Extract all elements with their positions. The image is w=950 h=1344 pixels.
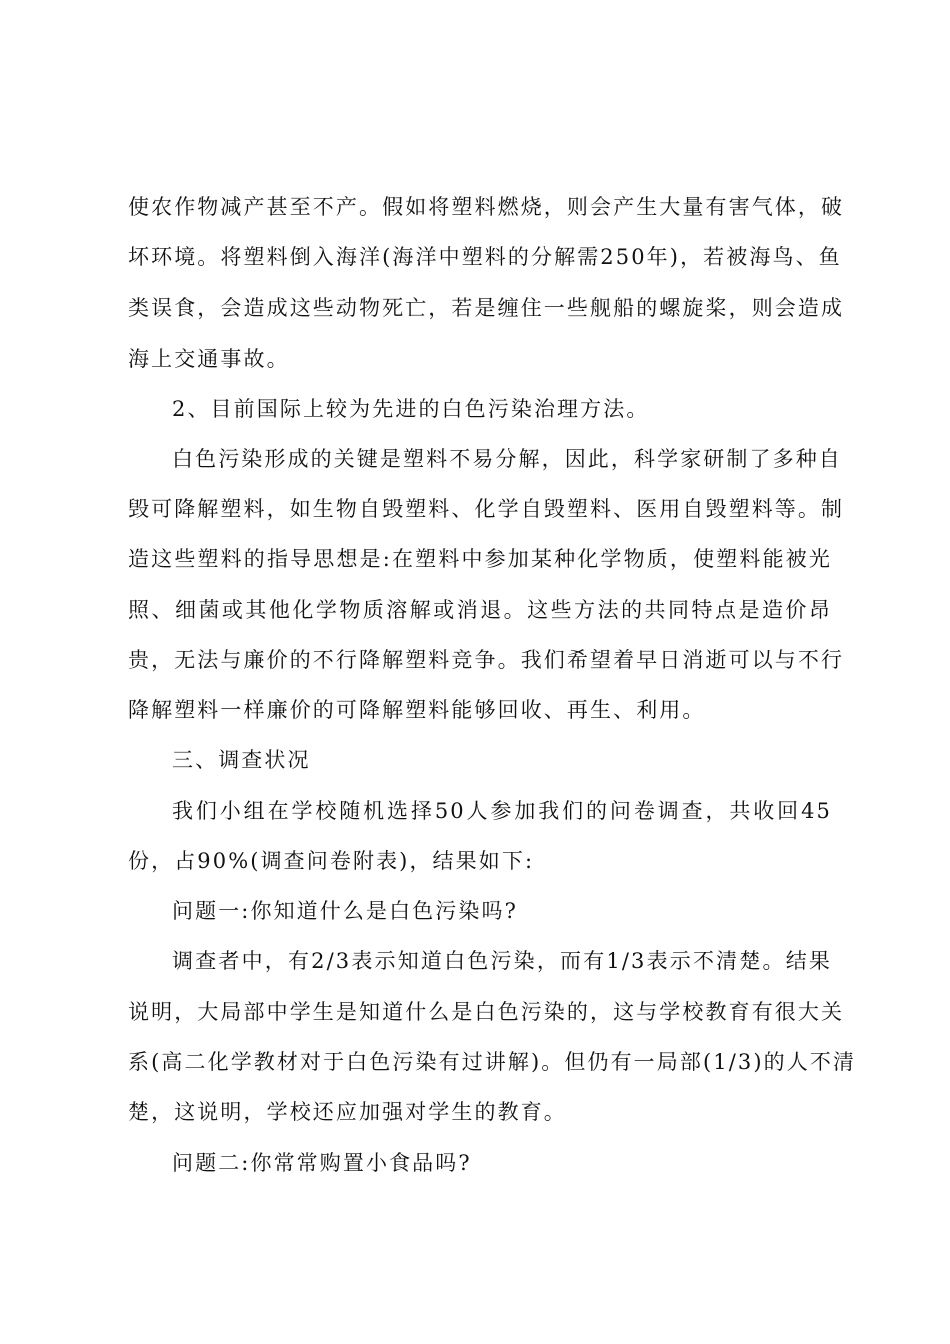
paragraph-line: 使农作物减产甚至不产。假如将塑料燃烧，则会产生大量有害气体，破 (128, 195, 845, 219)
paragraph-line: 毁可降解塑料，如生物自毁塑料、化学自毁塑料、医用自毁塑料等。制 (128, 497, 845, 521)
paragraph-line: 贵，无法与廉价的不行降解塑料竞争。我们希望着早日消逝可以与不行 (128, 648, 845, 672)
paragraph-line: 份，占90%(调查问卷附表)，结果如下: (128, 849, 535, 873)
paragraph-line: 降解塑料一样廉价的可降解塑料能够回收、再生、利用。 (128, 698, 706, 722)
paragraph-line: 照、细菌或其他化学物质溶解或消退。这些方法的共同特点是造价昂 (128, 598, 832, 622)
paragraph-line: 楚，这说明，学校还应加强对学生的教育。 (128, 1100, 567, 1124)
paragraph-line: 海上交通事故。 (128, 347, 290, 371)
paragraph-line: 系(高二化学教材对于白色污染有过讲解)。但仍有一局部(1/3)的人不清 (128, 1050, 857, 1074)
question-heading: 问题二:你常常购置小食品吗? (172, 1151, 472, 1175)
section-heading: 三、调查状况 (172, 748, 311, 772)
paragraph-line: 白色污染形成的关键是塑料不易分解，因此，科学家研制了多种自 (172, 447, 842, 471)
paragraph-line: 调查者中，有2/3表示知道白色污染，而有1/3表示不清楚。结果 (172, 949, 832, 973)
question-heading: 问题一:你知道什么是白色污染吗? (172, 899, 518, 923)
section-heading: 2、目前国际上较为先进的白色污染治理方法。 (172, 397, 650, 421)
paragraph-line: 我们小组在学校随机选择50人参加我们的问卷调查，共收回45 (172, 799, 832, 823)
paragraph-line: 坏环境。将塑料倒入海洋(海洋中塑料的分解需250年)，若被海鸟、鱼 (128, 245, 842, 269)
paragraph-line: 说明，大局部中学生是知道什么是白色污染的，这与学校教育有很大关 (128, 1000, 845, 1024)
paragraph-line: 造这些塑料的指导思想是:在塑料中参加某种化学物质，使塑料能被光 (128, 547, 832, 571)
paragraph-line: 类误食，会造成这些动物死亡，若是缠住一些舰船的螺旋桨，则会造成 (128, 296, 845, 320)
